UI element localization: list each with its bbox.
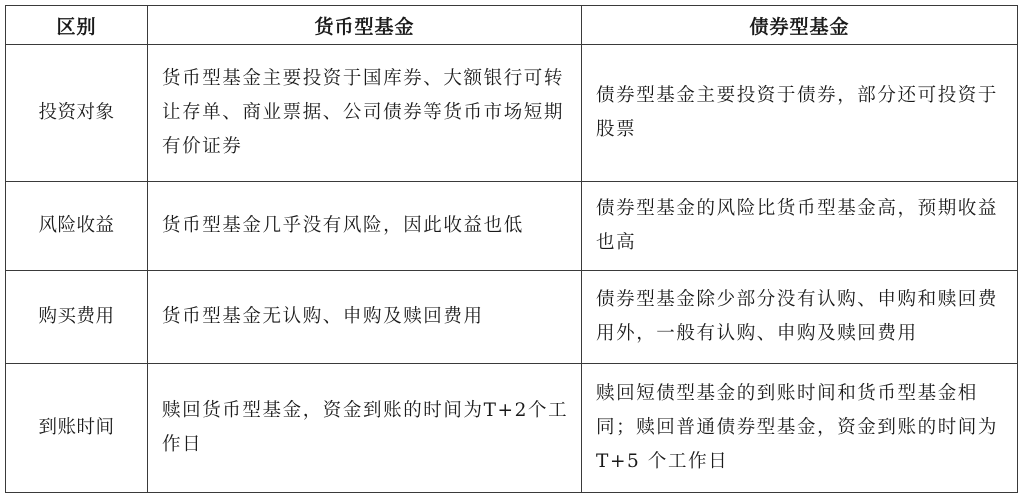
row-label-investment-target: 投资对象 [6, 45, 148, 182]
header-row [6, 6, 1018, 45]
row-label-risk-return: 风险收益 [6, 182, 148, 271]
cell-money-fund: 赎回货币型基金，资金到账的时间为T+2个工作日 [148, 364, 582, 493]
table-row [6, 271, 1018, 364]
table-row [6, 364, 1018, 493]
cell-bond-fund: 债券型基金的风险比货币型基金高，预期收益也高 [582, 182, 1018, 271]
table-row [6, 45, 1018, 182]
row-label-settlement-time: 到账时间 [6, 364, 148, 493]
fund-comparison-table [5, 5, 1018, 493]
table-row [6, 182, 1018, 271]
header-money-fund: 货币型基金 [148, 6, 582, 45]
cell-bond-fund: 债券型基金除少部分没有认购、申购和赎回费用外，一般有认购、申购及赎回费用 [582, 271, 1018, 364]
header-difference: 区别 [6, 6, 148, 45]
cell-bond-fund: 债券型基金主要投资于债券，部分还可投资于股票 [582, 45, 1018, 182]
cell-bond-fund: 赎回短债型基金的到账时间和货币型基金相同；赎回普通债券型基金，资金到账的时间为 T+5 个工作日 [582, 364, 1018, 493]
header-bond-fund: 债券型基金 [582, 6, 1018, 45]
cell-money-fund: 货币型基金几乎没有风险，因此收益也低 [148, 182, 582, 271]
cell-money-fund: 货币型基金主要投资于国库券、大额银行可转让存单、商业票据、公司债券等货币市场短期有价证券 [148, 45, 582, 182]
row-label-purchase-fees: 购买费用 [6, 271, 148, 364]
cell-money-fund: 货币型基金无认购、申购及赎回费用 [148, 271, 582, 364]
